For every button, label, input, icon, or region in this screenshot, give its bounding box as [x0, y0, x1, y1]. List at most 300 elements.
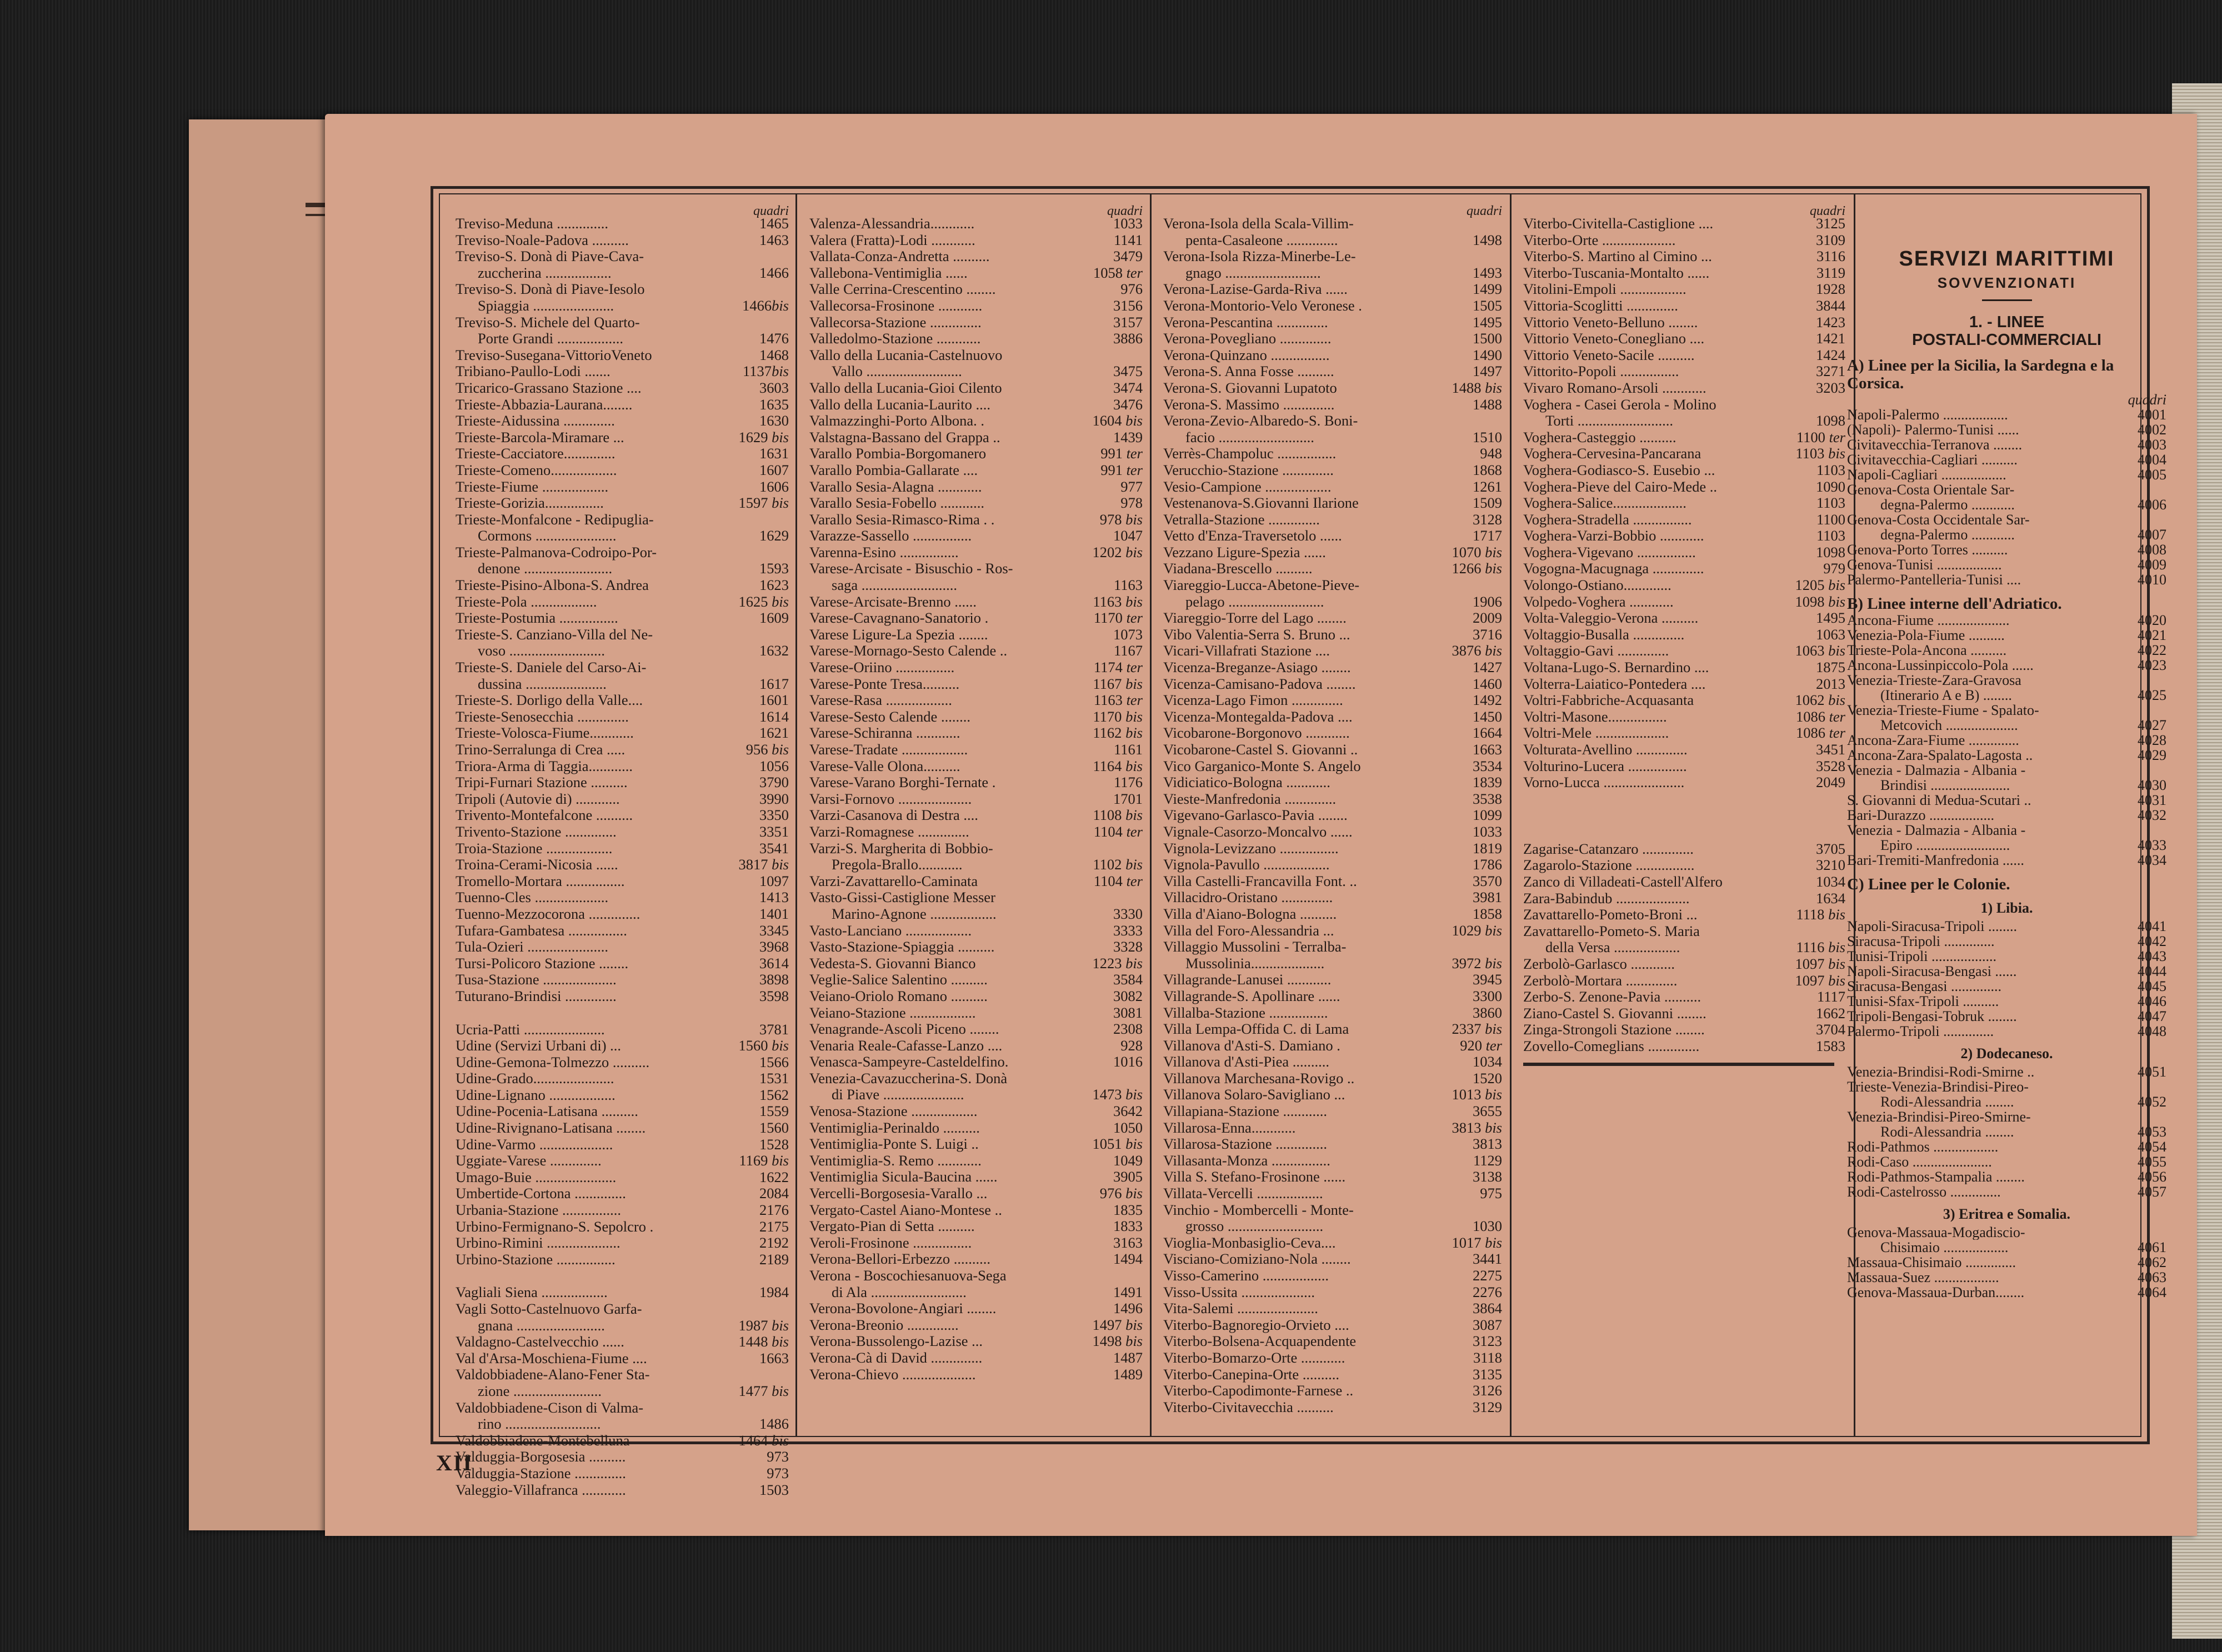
index-entry — [809, 248, 1143, 265]
table-number: 3116 — [1816, 248, 1845, 265]
index-entry — [1163, 1087, 1502, 1103]
index-entry — [809, 1120, 1143, 1137]
index-entry — [1523, 413, 1845, 429]
route-name: Verona-Zevio-Albaredo-S. Boni- — [1163, 413, 1358, 429]
index-entry — [456, 758, 789, 775]
index-entry — [1523, 890, 1845, 907]
table-number: 2084 — [759, 1185, 789, 1202]
route-name: gnago .......................... — [1185, 264, 1321, 281]
index-entry — [809, 594, 1143, 610]
route-name: Varallo Sesia-Rimasco-Rima . . — [809, 511, 995, 528]
index-entry — [1163, 594, 1502, 610]
route-name: della Versa .................. — [1545, 939, 1680, 956]
table-number: 1466 — [759, 264, 789, 281]
index-entry — [1163, 643, 1502, 659]
table-number: 1090 — [1816, 478, 1845, 495]
table-number: 3534 — [1473, 758, 1502, 774]
table-number: 1819 — [1473, 840, 1502, 857]
index-entry — [809, 1366, 1143, 1383]
index-column-3 — [1163, 206, 1502, 1415]
table-number: 4020 — [2138, 613, 2166, 628]
table-number: 1503 — [759, 1481, 789, 1498]
index-entry — [1163, 1005, 1502, 1022]
index-entry — [809, 1333, 1143, 1350]
index-entry — [456, 1433, 789, 1449]
table-number: 2308 — [1113, 1021, 1143, 1038]
route-name: Vasto-Lanciano .................. — [809, 922, 972, 939]
index-entry — [456, 1235, 789, 1251]
table-number: 1509 — [1473, 495, 1502, 512]
route-name: Zagarolo-Stazione ................ — [1523, 857, 1695, 874]
index-entry — [456, 397, 789, 413]
route-name: gnana ........................ — [478, 1317, 605, 1334]
route-name: Valera (Fratta)-Lodi ............ — [809, 232, 975, 248]
index-entry — [809, 314, 1143, 331]
route-name: Villanova d'Asti-S. Damiano . — [1163, 1037, 1340, 1054]
route-name: Varzi-Romagnese .............. — [809, 823, 969, 840]
table-number: 1531 — [759, 1070, 789, 1087]
index-entry — [1847, 1124, 2166, 1139]
route-name: (Napoli)- Palermo-Tunisi ...... — [1847, 422, 2019, 437]
route-name: Udine-Lignano .................. — [456, 1087, 615, 1103]
route-name: Varese-Sesto Calende ........ — [809, 708, 970, 725]
index-entry — [1523, 956, 1845, 973]
route-name: Viterbo-Tuscania-Montalto ...... — [1523, 264, 1710, 281]
route-name: Varallo Sesia-Alagna ............ — [809, 478, 982, 495]
index-entry — [809, 216, 1143, 232]
route-name: Ancona-Zara-Fiume .............. — [1847, 733, 2019, 748]
route-name: Varzi-Zavattarello-Caminata — [809, 873, 978, 889]
table-number: 3813 — [1473, 1136, 1502, 1153]
index-entry — [809, 692, 1143, 709]
table-number: 4056 — [2138, 1169, 2166, 1184]
route-name: Vittorio Veneto-Conegliano .... — [1523, 331, 1705, 347]
index-entry — [456, 380, 789, 397]
index-entry — [1163, 248, 1502, 265]
table-number: 1464 bis — [738, 1432, 789, 1449]
index-entry — [809, 429, 1143, 446]
route-name: Viterbo-Orte .................... — [1523, 232, 1676, 248]
route-name: Verona - Boscochiesanuova-Sega — [809, 1268, 1007, 1284]
table-number: 4028 — [2138, 733, 2166, 748]
route-name: Villanova Solaro-Savigliano ... — [1163, 1087, 1345, 1103]
index-entry — [1847, 658, 2166, 673]
route-name: Varese-Arcisate - Bisuschio - Ros- — [809, 560, 1013, 577]
index-entry — [456, 1202, 789, 1219]
route-name: Napoli-Palermo .................. — [1847, 407, 2008, 422]
route-name: Metcovich .................... — [1880, 718, 2018, 733]
route-name: Valmazzinghi-Porto Albona. . — [809, 413, 984, 429]
route-name: Varese Ligure-La Spezia ........ — [809, 626, 988, 643]
route-name: dussina ...................... — [478, 675, 607, 692]
index-entry — [809, 659, 1143, 676]
index-entry — [809, 1169, 1143, 1185]
table-number: 1098 — [1816, 413, 1845, 429]
route-name: Verona-Isola Rizza-Minerbe-Le- — [1163, 248, 1356, 265]
index-entry — [1163, 1366, 1502, 1383]
route-name: Voltri-Fabbriche-Acquasanta — [1523, 692, 1694, 709]
route-name: saga .......................... — [832, 577, 957, 594]
index-entry — [456, 659, 789, 676]
route-name: Vinchio - Mombercelli - Monte- — [1163, 1202, 1354, 1218]
index-entry — [1163, 479, 1502, 495]
table-number: 1170 ter — [1093, 610, 1143, 627]
index-entry — [456, 281, 789, 298]
table-number: 976 bis — [1099, 1185, 1143, 1202]
route-name: Villagrande-S. Apollinare ...... — [1163, 988, 1340, 1004]
index-entry — [1847, 994, 2166, 1009]
route-name: Verona-S. Anna Fosse .......... — [1163, 363, 1334, 380]
route-name: Varese-Ponte Tresa.......... — [809, 675, 960, 692]
index-entry — [456, 906, 789, 923]
table-number: 1494 — [1113, 1251, 1143, 1268]
table-number: 979 — [1823, 560, 1845, 577]
table-number: 4033 — [2138, 838, 2166, 853]
route-name: S. Giovanni di Medua-Scutari .. — [1847, 793, 2031, 808]
index-entry — [809, 1005, 1143, 1022]
table-number: 1466bis — [742, 297, 789, 314]
table-number: 3898 — [759, 972, 789, 988]
table-number: 1635 — [759, 396, 789, 413]
table-number: 1625 bis — [738, 593, 789, 610]
route-name: Villa Lempa-Offida C. di Lama — [1163, 1021, 1349, 1038]
route-name: Venasca-Sampeyre-Casteldelfino. — [809, 1054, 1009, 1070]
index-entry — [809, 479, 1143, 495]
route-name: Varese-Schiranna ............ — [809, 725, 960, 742]
route-name: Zinga-Strongoli Stazione ........ — [1523, 1022, 1705, 1038]
table-number: 4003 — [2138, 437, 2166, 452]
route-name: Vignola-Levizzano ................ — [1163, 840, 1339, 857]
route-name: Villacidro-Oristano .............. — [1163, 889, 1333, 906]
table-number: 1835 — [1113, 1202, 1143, 1218]
index-entry — [809, 1103, 1143, 1120]
index-entry — [1847, 949, 2166, 964]
table-number: 3541 — [759, 840, 789, 857]
table-number: 4063 — [2138, 1270, 2166, 1285]
index-entry — [1163, 413, 1502, 429]
index-entry — [1523, 808, 1845, 824]
route-name: Viterbo-Bagnoregio-Orvieto .... — [1163, 1316, 1349, 1333]
table-number: 1607 — [759, 462, 789, 478]
route-name: Viterbo-Capodimonte-Farnese .. — [1163, 1383, 1354, 1399]
table-number: 1116 bis — [1796, 939, 1845, 956]
index-entry — [456, 1087, 789, 1104]
index-entry — [1163, 1350, 1502, 1366]
table-number: 4004 — [2138, 452, 2166, 467]
route-name: Verona-Bellori-Erbezzo .......... — [809, 1251, 990, 1268]
table-number: 4023 — [2138, 658, 2166, 673]
route-name: Zovello-Comeglians .............. — [1523, 1038, 1700, 1054]
table-number: 3598 — [759, 988, 789, 1004]
index-entry — [1523, 1005, 1845, 1022]
index-entry — [809, 1251, 1143, 1268]
route-name: Vallo della Lucania-Castelnuovo — [809, 347, 1003, 363]
route-name: Palermo-Pantelleria-Tunisi .... — [1847, 572, 2021, 587]
index-entry — [1847, 1024, 2166, 1039]
table-number: 1033 — [1473, 823, 1502, 840]
index-entry — [1523, 841, 1845, 858]
index-entry — [456, 709, 789, 725]
index-entry — [809, 725, 1143, 742]
route-name: Tripi-Furnari Stazione .......... — [456, 774, 628, 791]
index-entry — [1523, 610, 1845, 627]
route-name: Varese-Tradate .................. — [809, 742, 968, 758]
index-entry — [1163, 1251, 1502, 1268]
table-number: 1100 — [1816, 511, 1845, 528]
route-name: Troia-Stazione .................. — [456, 840, 613, 857]
table-number: 1492 — [1473, 692, 1502, 709]
route-name: Civitavecchia-Terranova ........ — [1847, 437, 2023, 452]
index-entry — [809, 1235, 1143, 1251]
table-number: 1103 — [1816, 528, 1845, 544]
index-entry — [809, 331, 1143, 347]
index-entry — [809, 495, 1143, 512]
index-entry — [1163, 988, 1502, 1005]
route-name: Zanco di Villadeati-Castell'Alfero — [1523, 873, 1723, 890]
index-entry — [456, 544, 789, 561]
index-entry — [1163, 807, 1502, 824]
route-name: Voltaggio-Busalla .............. — [1523, 626, 1685, 643]
index-entry — [456, 594, 789, 610]
index-entry — [1163, 1120, 1502, 1137]
index-entry — [456, 347, 789, 364]
route-name: Bari-Tremiti-Manfredonia ...... — [1847, 853, 2024, 868]
route-name: Cormons ...................... — [478, 528, 617, 544]
route-name: Voghera-Stradella ................ — [1523, 511, 1692, 528]
index-entry — [456, 643, 789, 659]
index-entry — [456, 1219, 789, 1235]
section-b-heading: B) Linee interne dell'Adriatico. — [1847, 595, 2062, 613]
index-entry — [456, 1416, 789, 1433]
index-entry — [1847, 919, 2166, 934]
table-number: 1839 — [1473, 774, 1502, 791]
route-name: Villa Castelli-Francavilla Font. .. — [1163, 873, 1357, 889]
index-entry — [1847, 1109, 2166, 1124]
section-c-heading: C) Linee per le Colonie. — [1847, 875, 2010, 893]
index-entry — [1847, 572, 2166, 587]
route-name: Villarosa-Enna............ — [1163, 1119, 1296, 1136]
table-number: 1167 bis — [1093, 675, 1143, 692]
index-entry — [809, 676, 1143, 693]
route-name: Venezia-Pola-Fiume .......... — [1847, 628, 2005, 643]
table-number: 1987 bis — [738, 1317, 789, 1334]
table-number: 1261 — [1473, 478, 1502, 495]
route-name: Trieste-S. Daniele del Carso-Ai- — [456, 659, 647, 676]
table-number: 3081 — [1113, 1004, 1143, 1021]
table-number: 1498 bis — [1092, 1333, 1143, 1350]
table-number: 4010 — [2138, 572, 2166, 587]
table-number: 3345 — [759, 922, 789, 939]
route-name: Villa del Foro-Alessandria ... — [1163, 922, 1334, 939]
table-number: 3990 — [759, 790, 789, 807]
route-name: Villalba-Stazione ................ — [1163, 1004, 1328, 1021]
index-entry — [1163, 873, 1502, 890]
index-entry — [1847, 422, 2166, 437]
route-name: Verona-Pescantina .............. — [1163, 314, 1328, 331]
table-number: 4052 — [2138, 1094, 2166, 1109]
table-number: 978 — [1120, 495, 1143, 512]
index-entry — [1523, 742, 1845, 758]
table-number: 1033 — [1113, 216, 1143, 232]
route-name: Genova-Porto Torres .......... — [1847, 542, 2008, 557]
route-name: Tromello-Mortara ................ — [456, 873, 625, 889]
table-number: 3135 — [1473, 1366, 1502, 1383]
route-name: di Piave ...................... — [832, 1087, 964, 1103]
index-entry — [456, 1038, 789, 1054]
route-name: degna-Palermo ............ — [1880, 497, 2015, 512]
table-number: 3570 — [1473, 873, 1502, 889]
table-number: 3864 — [1473, 1300, 1502, 1317]
index-entry — [1523, 824, 1845, 841]
route-name: Tursi-Policoro Stazione ........ — [456, 955, 629, 972]
table-number: 1174 ter — [1093, 659, 1143, 676]
table-number: 1495 — [1816, 610, 1845, 627]
index-entry — [1163, 1317, 1502, 1334]
table-number: 1505 — [1473, 297, 1502, 314]
lines-heading-1: 1. - LINEE — [1969, 313, 2045, 331]
index-entry — [456, 807, 789, 824]
index-entry — [456, 1350, 789, 1367]
table-number: 4027 — [2138, 718, 2166, 733]
table-number: 1486 — [759, 1416, 789, 1433]
index-entry — [1163, 347, 1502, 364]
index-entry — [1163, 840, 1502, 857]
index-entry — [456, 1022, 789, 1038]
table-number: 4043 — [2138, 949, 2166, 964]
index-entry — [456, 1153, 789, 1169]
index-entry — [1163, 1153, 1502, 1169]
table-number: 3886 — [1113, 331, 1143, 347]
table-number: 1906 — [1473, 593, 1502, 610]
index-entry — [1523, 725, 1845, 742]
index-entry — [809, 906, 1143, 923]
index-entry — [1163, 298, 1502, 314]
route-name: Vallata-Conza-Andretta .......... — [809, 248, 990, 265]
route-name: Vicenza-Breganze-Asiago ........ — [1163, 659, 1351, 676]
route-name: grosso .......................... — [1185, 1218, 1324, 1235]
index-entry — [1163, 314, 1502, 331]
table-number: 1401 — [759, 905, 789, 922]
index-entry — [456, 495, 789, 512]
index-entry — [1523, 380, 1845, 397]
index-entry — [1523, 281, 1845, 298]
route-name: Venezia - Dalmazia - Albania - — [1847, 823, 2026, 838]
table-number: 1056 — [759, 758, 789, 774]
index-entry — [1163, 1202, 1502, 1219]
route-name: Udine-Varmo .................... — [456, 1136, 613, 1153]
column-header: quadri — [1809, 204, 1845, 218]
index-entry — [456, 331, 789, 347]
route-name: Verona-Montorio-Velo Veronese . — [1163, 297, 1362, 314]
table-number: 3476 — [1113, 396, 1143, 413]
route-name: Voltri-Mele .................... — [1523, 725, 1669, 742]
index-entry — [456, 248, 789, 265]
table-number: 3905 — [1113, 1169, 1143, 1185]
index-entry — [456, 1268, 789, 1284]
index-column-1 — [456, 206, 789, 1498]
table-number: 1162 bis — [1093, 725, 1143, 742]
index-entry — [809, 462, 1143, 479]
route-name: Zavattarello-Pometo-S. Maria — [1523, 923, 1700, 939]
index-entry — [809, 709, 1143, 725]
table-number: 3603 — [759, 379, 789, 396]
route-name: Ventimiglia-Ponte S. Luigi .. — [809, 1136, 979, 1153]
route-name: Vesio-Campione .................. — [1163, 478, 1332, 495]
table-number: 3350 — [759, 807, 789, 824]
table-number: 1016 — [1113, 1054, 1143, 1070]
route-name: Vignale-Casorzo-Moncalvo ...... — [1163, 823, 1353, 840]
route-name: Voghera-Godiasco-S. Eusebio ... — [1523, 462, 1715, 478]
index-entry — [1163, 1185, 1502, 1202]
index-entry — [456, 265, 789, 282]
table-number: 1170 bis — [1093, 708, 1143, 725]
route-name: Uggiate-Varese .............. — [456, 1153, 602, 1169]
route-name: Treviso-Meduna .............. — [456, 216, 609, 232]
route-name: Viterbo-Civitella-Castiglione .... — [1523, 216, 1714, 232]
route-name: Trieste-Venezia-Brindisi-Pireo- — [1847, 1079, 2029, 1094]
table-number: 4030 — [2138, 778, 2166, 793]
route-name: Vogogna-Macugnaga .............. — [1523, 560, 1704, 577]
index-entry — [1163, 1383, 1502, 1399]
route-name: Ventimiglia-S. Remo ............ — [809, 1152, 982, 1169]
table-number: 3129 — [1473, 1399, 1502, 1415]
index-entry — [1523, 692, 1845, 709]
index-entry — [1847, 808, 2166, 823]
table-number: 1141 — [1113, 232, 1143, 248]
table-number: 4005 — [2138, 467, 2166, 482]
route-name: Siracusa-Tripoli .............. — [1847, 934, 1995, 949]
index-entry — [1847, 793, 2166, 808]
route-name: Vidiciatico-Bologna ............ — [1163, 774, 1330, 791]
route-name: Chisimaio .................. — [1880, 1240, 2009, 1255]
route-name: Trino-Serralunga di Crea ..... — [456, 742, 625, 758]
route-name: Voghera-Casteggio .......... — [1523, 429, 1676, 445]
route-name: Genova-Massaua-Durban........ — [1847, 1285, 2025, 1300]
table-number: 3128 — [1473, 511, 1502, 528]
table-number: 1266 bis — [1452, 560, 1502, 577]
route-name: Valle Cerrina-Crescentino ........ — [809, 281, 996, 298]
route-name: Treviso-S. Donà di Piave-Cava- — [456, 248, 644, 265]
index-entry — [1163, 1235, 1502, 1251]
route-name: Trieste-Senosecchia .............. — [456, 708, 629, 725]
index-entry — [1163, 1268, 1502, 1284]
table-number: 3704 — [1816, 1022, 1845, 1038]
table-number: 1663 — [1473, 742, 1502, 758]
route-name: Genova-Massaua-Mogadiscio- — [1847, 1225, 2025, 1240]
route-name: Tuturano-Brindisi .............. — [456, 988, 617, 1004]
route-name: Zagarise-Catanzaro .............. — [1523, 840, 1694, 857]
table-number: 1559 — [759, 1103, 789, 1120]
route-name: Varese-Valle Olona.......... — [809, 758, 960, 774]
route-name: Tula-Ozieri ...................... — [456, 939, 609, 955]
index-entry — [1523, 1022, 1845, 1038]
index-entry — [1163, 1284, 1502, 1301]
route-name: Varese-Rasa .................. — [809, 692, 952, 709]
table-number: 3118 — [1473, 1349, 1502, 1366]
column-header: quadri — [1466, 204, 1502, 218]
index-entry — [1847, 613, 2166, 628]
route-name: Spiaggia ...................... — [478, 297, 614, 314]
table-number: 1448 bis — [738, 1334, 789, 1350]
index-entry — [1163, 972, 1502, 988]
index-entry — [456, 1383, 789, 1400]
index-entry — [809, 232, 1143, 249]
route-name: Palermo-Tripoli .............. — [1847, 1024, 1994, 1039]
route-name: Urbania-Stazione ................ — [456, 1202, 622, 1219]
route-name: Trieste-Barcola-Miramare ... — [456, 429, 624, 445]
index-entry — [809, 955, 1143, 972]
index-entry — [456, 298, 789, 314]
